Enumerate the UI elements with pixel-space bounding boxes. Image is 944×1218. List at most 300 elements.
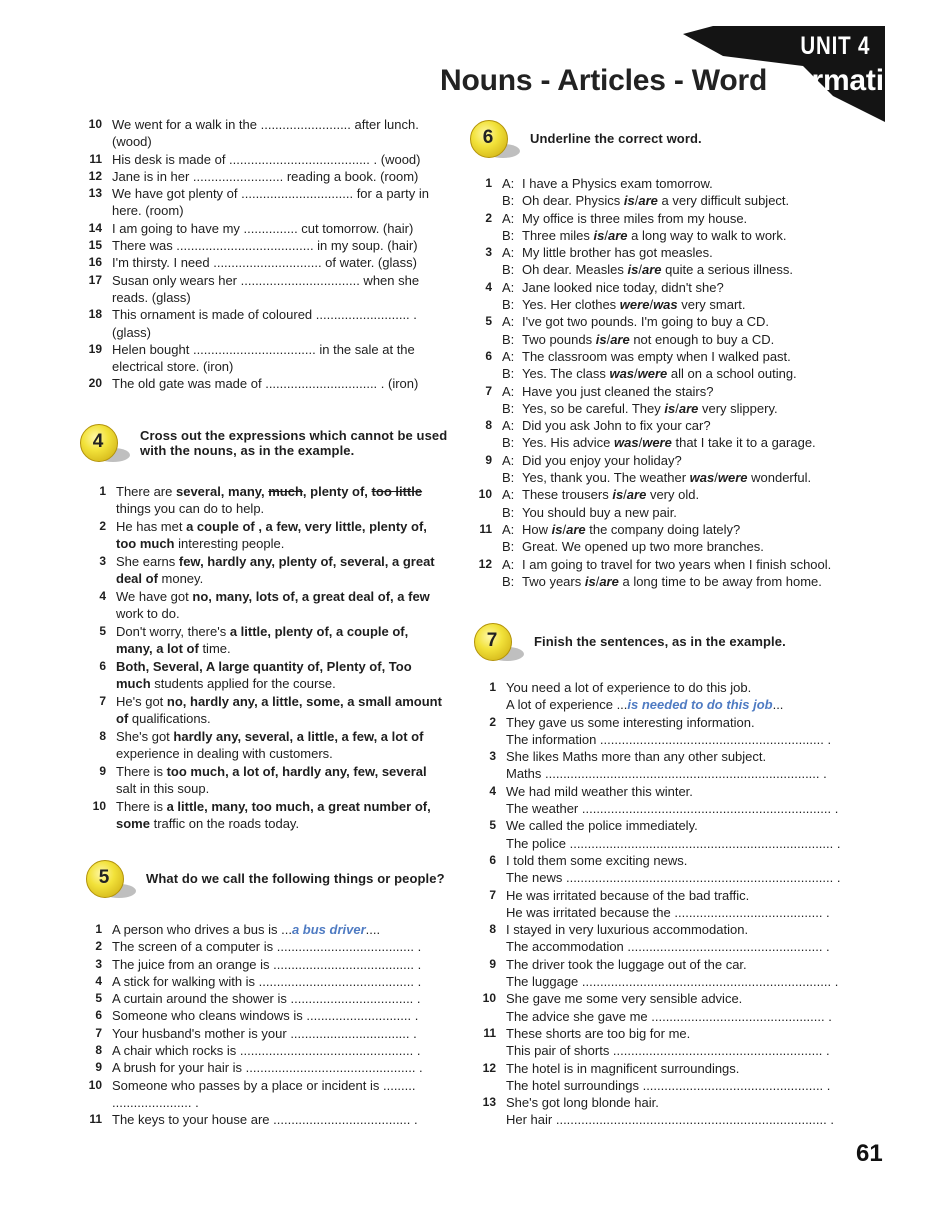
- dialogue-line-b: [470, 538, 850, 555]
- sentence-start: Three miles: [522, 227, 594, 243]
- word-choice[interactable]: are: [638, 193, 658, 209]
- sentence-start: There is: [116, 798, 167, 814]
- dialogue-item: [470, 175, 850, 210]
- sentence-start: Yes, so be careful. They: [522, 400, 665, 416]
- slash: /: [638, 435, 643, 451]
- prompt-text: She gave me some very sensible advice.: [506, 991, 743, 1007]
- dialogue-item: [470, 521, 850, 556]
- word-choice[interactable]: was: [614, 435, 639, 451]
- prompt-line: [474, 921, 844, 938]
- answer-line: [474, 696, 844, 713]
- line-a-text: [502, 521, 850, 538]
- list-item: [82, 1042, 448, 1059]
- exercise-item: [474, 956, 844, 991]
- exercise-item: [474, 990, 844, 1025]
- sentence-start: We have got: [116, 588, 193, 604]
- answer-start: This pair of shorts .......................................................... .: [506, 1043, 830, 1059]
- answer-text[interactable]: [506, 904, 844, 921]
- item-number: 7: [485, 383, 492, 398]
- sentence: Did you enjoy your holiday?: [522, 452, 682, 468]
- sentence: Jane looked nice today, didn't she?: [522, 279, 724, 295]
- prompt-text: We had mild weather this winter.: [506, 783, 693, 799]
- word-choice[interactable]: were: [642, 435, 672, 451]
- item-number: 11: [479, 521, 492, 536]
- question-text: The juice from an orange is ....................................... .: [112, 956, 422, 972]
- slash: /: [638, 262, 642, 278]
- sentence-end: traffic on the roads today.: [149, 816, 300, 832]
- item-number: 11: [89, 151, 102, 166]
- answer-text[interactable]: [506, 800, 844, 817]
- unit-label: UNIT 4: [800, 32, 871, 60]
- line-a-text: [502, 279, 850, 296]
- title-main: Nouns - Articles - Word: [440, 64, 776, 97]
- list-item: [82, 990, 448, 1007]
- item-text: [112, 1007, 448, 1024]
- item-number: 5: [99, 623, 106, 638]
- sentence-start: Oh dear. Measles: [522, 262, 628, 278]
- item-number: 17: [88, 272, 102, 287]
- exercise-item: [474, 783, 844, 818]
- item-number: 4: [485, 279, 492, 294]
- sentence-end: things you can do to help.: [116, 501, 265, 517]
- dialogue-line-a: [470, 175, 850, 192]
- dialogue-line-a: [470, 417, 850, 434]
- sentence-end: work to do.: [116, 606, 180, 622]
- prompt-text: He was irritated because of the bad traffic.: [506, 887, 750, 903]
- sentence-end: a long way to walk to work.: [627, 227, 787, 243]
- line-b-text: [502, 296, 850, 313]
- list-item: [82, 1077, 448, 1112]
- sentence-end: experience in dealing with customers.: [116, 746, 333, 762]
- item-number: 3: [489, 749, 496, 764]
- item-text: There was ...................................... in my soup. (hair): [112, 238, 418, 254]
- answer-text[interactable]: [506, 1077, 844, 1094]
- word-choice[interactable]: is: [627, 262, 639, 278]
- list-item: [80, 693, 446, 728]
- dialogue-item: [470, 279, 850, 314]
- line-a-text: [502, 313, 850, 330]
- list-item: [82, 938, 448, 955]
- dialogue-line-b: [470, 227, 850, 244]
- dialogue-line-a: [470, 383, 850, 400]
- answer-text[interactable]: [506, 869, 844, 886]
- item-text: [116, 588, 446, 623]
- item-text: [112, 973, 448, 990]
- item-number: 10: [478, 487, 492, 502]
- exercise-item: [474, 852, 844, 887]
- item-number: 2: [489, 714, 496, 729]
- slash: /: [595, 573, 600, 589]
- prompt-line: [474, 1060, 844, 1077]
- line-b-text: [502, 469, 850, 486]
- speaker-a: A:: [502, 556, 515, 572]
- section4-list: [80, 483, 446, 833]
- list-item: [78, 237, 440, 254]
- sentence-end: a very difficult subject.: [657, 193, 790, 209]
- item-text: This ornament is made of coloured .......................... . (glass): [112, 307, 417, 340]
- word-choice[interactable]: are: [626, 487, 647, 503]
- question-text: The screen of a computer is ...................................... .: [112, 939, 422, 955]
- section7-list: [474, 679, 844, 1129]
- expression-options[interactable]: , plenty of,: [302, 484, 372, 499]
- dialogue-line-b: [470, 469, 850, 486]
- answer-line: [474, 1042, 844, 1059]
- item-number: 7: [489, 887, 496, 902]
- question-text: A curtain around the shower is .................................. .: [112, 991, 421, 1007]
- sentence: I am going to travel for two years when I finish school.: [522, 556, 832, 572]
- line-a-text: [502, 348, 850, 365]
- list-item: [78, 341, 440, 376]
- item-number: 10: [88, 1077, 102, 1092]
- item-number: 3: [485, 245, 492, 260]
- line-b-text: [502, 538, 850, 555]
- line-a-text: [502, 417, 850, 434]
- item-number: 16: [88, 255, 102, 270]
- slash: /: [604, 227, 608, 243]
- item-text: [112, 956, 448, 973]
- expression-options[interactable]: few, hardly any, plenty of, several, a great deal of: [116, 553, 435, 587]
- prompt-line: [474, 714, 844, 731]
- item-number: 8: [489, 922, 496, 937]
- word-choice[interactable]: is: [612, 487, 624, 503]
- speaker-a: A:: [502, 383, 515, 399]
- section5-instruction: What do we call the following things or people?: [146, 871, 445, 887]
- section7-header: [474, 623, 854, 661]
- speaker-a: A:: [502, 348, 515, 364]
- word-choice[interactable]: are: [599, 573, 619, 589]
- answer-text[interactable]: [506, 1111, 844, 1128]
- answer-text[interactable]: [506, 835, 844, 852]
- list-item: [80, 518, 446, 553]
- answer-start: The advice she gave me ................................................ .: [506, 1008, 832, 1024]
- sentence-start: Two years: [522, 573, 585, 589]
- expression-options[interactable]: several, many,: [175, 484, 269, 499]
- list-item: [78, 185, 440, 220]
- expression-options[interactable]: no, hardly any, a little, some, a small amount of: [116, 693, 442, 727]
- speaker-b: B:: [502, 366, 515, 382]
- line-b-text: [502, 504, 850, 521]
- list-item: [78, 220, 440, 237]
- section6-header: [470, 120, 850, 158]
- item-number: 9: [95, 1060, 102, 1075]
- word-choice[interactable]: is: [551, 521, 563, 537]
- list-item: [80, 728, 446, 763]
- exercise-item: [474, 679, 844, 714]
- item-number: 5: [485, 314, 492, 329]
- item-number: 1: [489, 680, 496, 694]
- prompt-text: The driver took the luggage out of the car.: [506, 956, 747, 972]
- word-choice[interactable]: were: [619, 297, 650, 313]
- sentence-start: He has met: [116, 518, 187, 534]
- sentence: My office is three miles from my house.: [522, 210, 748, 226]
- list-item: [78, 306, 440, 341]
- dialogue-item: [470, 210, 850, 245]
- title-accent: Formation: [775, 64, 921, 97]
- item-number: 6: [489, 852, 496, 867]
- item-text: I am going to have my ............... cut tomorrow. (hair): [112, 220, 414, 236]
- answer-text[interactable]: [506, 1042, 844, 1059]
- expression-options[interactable]: too much, a lot of, hardly any, few, several: [166, 763, 427, 779]
- list-item: [80, 798, 446, 833]
- word-choice[interactable]: is: [593, 227, 605, 243]
- answer-line: [474, 904, 844, 921]
- item-text: His desk is made of ....................................... . (wood): [112, 151, 421, 167]
- word-choice[interactable]: are: [610, 331, 630, 347]
- line-a-text: [502, 486, 850, 503]
- item-number: 12: [88, 168, 102, 183]
- item-number: 5: [95, 991, 102, 1006]
- dialogue-line-a: [470, 244, 850, 261]
- item-text: [116, 553, 446, 588]
- line-a-text: [502, 244, 850, 261]
- line-b-text: [502, 192, 850, 209]
- sentence-end: qualifications.: [128, 711, 211, 727]
- speaker-a: A:: [502, 245, 515, 261]
- list-item: [82, 1007, 448, 1024]
- answer-start: Her hair ........................................................................... .: [506, 1112, 834, 1128]
- item-text: [116, 763, 446, 798]
- expression-options[interactable]: a little, many, too much, a great number of, some: [116, 798, 431, 832]
- exercise-item: [474, 817, 844, 852]
- expression-options[interactable]: a little, plenty of, a couple of, many, a lot of: [116, 623, 409, 657]
- line-a-text: [502, 383, 850, 400]
- item-number: 10: [92, 798, 106, 813]
- answer-text[interactable]: [506, 1008, 844, 1025]
- slash: /: [623, 487, 627, 503]
- answer-line: [474, 973, 844, 990]
- answer-start: The luggage ..................................................................... .: [506, 974, 839, 990]
- sentence: Did you ask John to fix your car?: [522, 418, 711, 434]
- item-number: 9: [489, 956, 496, 971]
- speaker-a: A:: [502, 418, 515, 434]
- struck-expression: much: [268, 484, 303, 499]
- section4-header: [80, 424, 450, 462]
- speaker-a: A:: [502, 487, 515, 503]
- prompt-text: You need a lot of experience to do this job.: [506, 680, 752, 695]
- answer-start: Maths ............................................................................ .: [506, 766, 827, 782]
- dialogue-line-b: [470, 192, 850, 209]
- sentence-start: How: [522, 521, 552, 537]
- sentence: Have you just cleaned the stairs?: [522, 383, 714, 399]
- item-number: 6: [99, 658, 106, 673]
- item-number: 11: [89, 1112, 102, 1127]
- dialogue-line-b: [470, 261, 850, 278]
- item-number: 3: [95, 956, 102, 971]
- sentence-start: She earns: [116, 553, 179, 569]
- dialogue-line-b: [470, 296, 850, 313]
- question-text: The keys to your house are ...................................... .: [112, 1112, 418, 1128]
- list-item: [82, 1111, 448, 1128]
- speaker-b: B:: [502, 470, 515, 486]
- sentence-end: a long time to be away from home.: [618, 573, 822, 589]
- answer-text[interactable]: [506, 973, 844, 990]
- speaker-b: B:: [502, 400, 515, 416]
- sentence-end: money.: [157, 571, 204, 587]
- answer-start: He was irritated because the ......................................... .: [506, 904, 830, 920]
- example-answer: is needed to do this job: [627, 697, 773, 713]
- section3-continuation: [78, 116, 440, 393]
- line-b-text: [502, 365, 850, 382]
- sentence-end: time.: [198, 641, 231, 657]
- item-text: [116, 693, 446, 728]
- dialogue-line-b: [470, 504, 850, 521]
- item-text: [116, 658, 446, 693]
- exercise-item: [474, 1025, 844, 1060]
- dialogue-item: [470, 313, 850, 348]
- sentence-end: the company doing lately?: [585, 521, 741, 537]
- item-number: 6: [95, 1008, 102, 1023]
- item-number: 7: [99, 693, 106, 708]
- item-number: 7: [95, 1025, 102, 1040]
- speaker-a: A:: [502, 314, 515, 330]
- item-text: [112, 1059, 448, 1076]
- struck-expression: too little: [371, 484, 423, 499]
- slash: /: [634, 193, 639, 209]
- word-choice[interactable]: was: [689, 470, 715, 486]
- list-item: [82, 956, 448, 973]
- list-item: [78, 116, 440, 151]
- prompt-text: They gave us some interesting information.: [506, 714, 755, 730]
- dialogue-item: [470, 383, 850, 418]
- answer-start: The accommodation ...................................................... .: [506, 939, 830, 955]
- prompt-text: I stayed in very luxurious accommodation.: [506, 922, 749, 938]
- item-number: 11: [483, 1025, 496, 1040]
- sentence-start: Yes. The class: [522, 366, 610, 382]
- dialogue-item: [470, 452, 850, 487]
- item-number: 8: [485, 418, 492, 433]
- speaker-b: B:: [502, 573, 515, 589]
- item-number: 1: [99, 484, 106, 498]
- prompt-line: [474, 817, 844, 834]
- expression-options[interactable]: no, many, lots of, a great deal of, a few: [192, 588, 430, 604]
- item-number: 1: [485, 176, 492, 190]
- item-number: 8: [95, 1043, 102, 1058]
- item-number: 6: [485, 348, 492, 363]
- expression-options[interactable]: a couple of , a few, very little, plenty of, too much: [116, 518, 427, 552]
- slash: /: [562, 521, 567, 537]
- word-choice[interactable]: are: [608, 227, 628, 243]
- dialogue-line-b: [470, 365, 850, 382]
- speaker-b: B:: [502, 262, 515, 278]
- word-choice[interactable]: are: [641, 262, 662, 278]
- prompt-text: The hotel is in magnificent surroundings.: [506, 1060, 740, 1076]
- answer-start: The hotel surroundings .................................................. .: [506, 1077, 831, 1093]
- dialogue-item: [470, 417, 850, 452]
- sentence-end: salt in this soup.: [116, 781, 210, 797]
- page-title: [440, 64, 920, 98]
- sentence-start: Yes. Her clothes: [522, 297, 620, 313]
- item-number: 12: [478, 556, 492, 571]
- item-number: 9: [485, 452, 492, 467]
- sentence-start: Yes, thank you. The weather: [522, 470, 690, 486]
- item-number: 3: [99, 553, 106, 568]
- item-number: 19: [88, 341, 102, 356]
- word-choice[interactable]: is: [595, 331, 607, 347]
- item-number: 4: [95, 973, 102, 988]
- word-choice[interactable]: was: [609, 366, 635, 382]
- slash: /: [649, 297, 654, 313]
- answer-line: [474, 1077, 844, 1094]
- word-choice[interactable]: was: [653, 297, 678, 313]
- word-choice[interactable]: is: [623, 193, 635, 209]
- expression-options[interactable]: Both, Several, A large quantity of, Plenty of, Too much: [116, 658, 412, 692]
- list-item: [78, 254, 440, 271]
- item-text: [112, 1111, 448, 1128]
- list-item: [78, 151, 440, 168]
- list-item: [82, 973, 448, 990]
- speaker-a: A:: [502, 210, 515, 226]
- page-number: 61: [856, 1140, 883, 1167]
- word-choice[interactable]: is: [584, 573, 596, 589]
- item-number: 8: [99, 728, 106, 743]
- item-number: 2: [95, 939, 102, 954]
- answer-start: The news .......................................................................... .: [506, 870, 841, 886]
- dialogue-line-b: [470, 400, 850, 417]
- prompt-text: She's got long blonde hair.: [506, 1095, 659, 1111]
- sentence-end: very smart.: [677, 297, 746, 313]
- answer-line: [474, 731, 844, 748]
- dialogue-item: [470, 244, 850, 279]
- answer-start: The information .............................................................. .: [506, 731, 832, 747]
- item-number: 12: [482, 1060, 496, 1075]
- item-number: 18: [88, 307, 102, 322]
- exercise-item: [474, 748, 844, 783]
- answer-line: [474, 869, 844, 886]
- dialogue-line-a: [470, 521, 850, 538]
- question-text: Someone who cleans windows is ............................. .: [112, 1008, 419, 1024]
- question-text: Someone who passes by a place or incident is ......... ...................... .: [112, 1077, 416, 1110]
- prompt-line: [474, 748, 844, 765]
- item-number: 10: [88, 117, 102, 131]
- dialogue-line-a: [470, 452, 850, 469]
- list-item: [78, 272, 440, 307]
- list-item: [80, 588, 446, 623]
- sentence: My little brother has got measles.: [522, 245, 713, 261]
- slash: /: [714, 470, 718, 486]
- answer-text[interactable]: [506, 696, 844, 713]
- sentence-end: wonderful.: [747, 470, 812, 486]
- section-badge: 7: [474, 623, 522, 661]
- sentence-start: There is: [116, 763, 167, 779]
- answer-text[interactable]: [506, 765, 844, 782]
- item-number: 1: [95, 922, 102, 936]
- prompt-text: These shorts are too big for me.: [506, 1025, 691, 1041]
- prompt-line: [474, 783, 844, 800]
- slash: /: [606, 331, 611, 347]
- dialogue-line-a: [470, 486, 850, 503]
- word-choice[interactable]: are: [566, 521, 586, 537]
- dialogue-line-b: [470, 331, 850, 348]
- sentence: I've got two pounds. I'm going to buy a CD.: [522, 314, 770, 330]
- answer-text[interactable]: [506, 938, 844, 955]
- list-item: [80, 483, 446, 518]
- word-choice[interactable]: were: [637, 366, 668, 382]
- word-choice[interactable]: are: [678, 400, 699, 416]
- sentence-start: Don't worry, there's: [116, 623, 230, 639]
- sentence-end: very old.: [646, 487, 700, 503]
- sentence-start: He's got: [116, 693, 167, 709]
- expression-options[interactable]: hardly any, several, a little, a few, a lot of: [173, 728, 424, 744]
- word-choice[interactable]: is: [664, 400, 676, 416]
- slash: /: [634, 366, 638, 382]
- word-choice[interactable]: were: [717, 470, 748, 486]
- answer-line: [474, 835, 844, 852]
- item-text: [116, 623, 446, 658]
- list-item: [80, 763, 446, 798]
- sentence-start: Two pounds: [522, 331, 596, 347]
- item-text: [116, 483, 446, 518]
- answer-text[interactable]: [506, 731, 844, 748]
